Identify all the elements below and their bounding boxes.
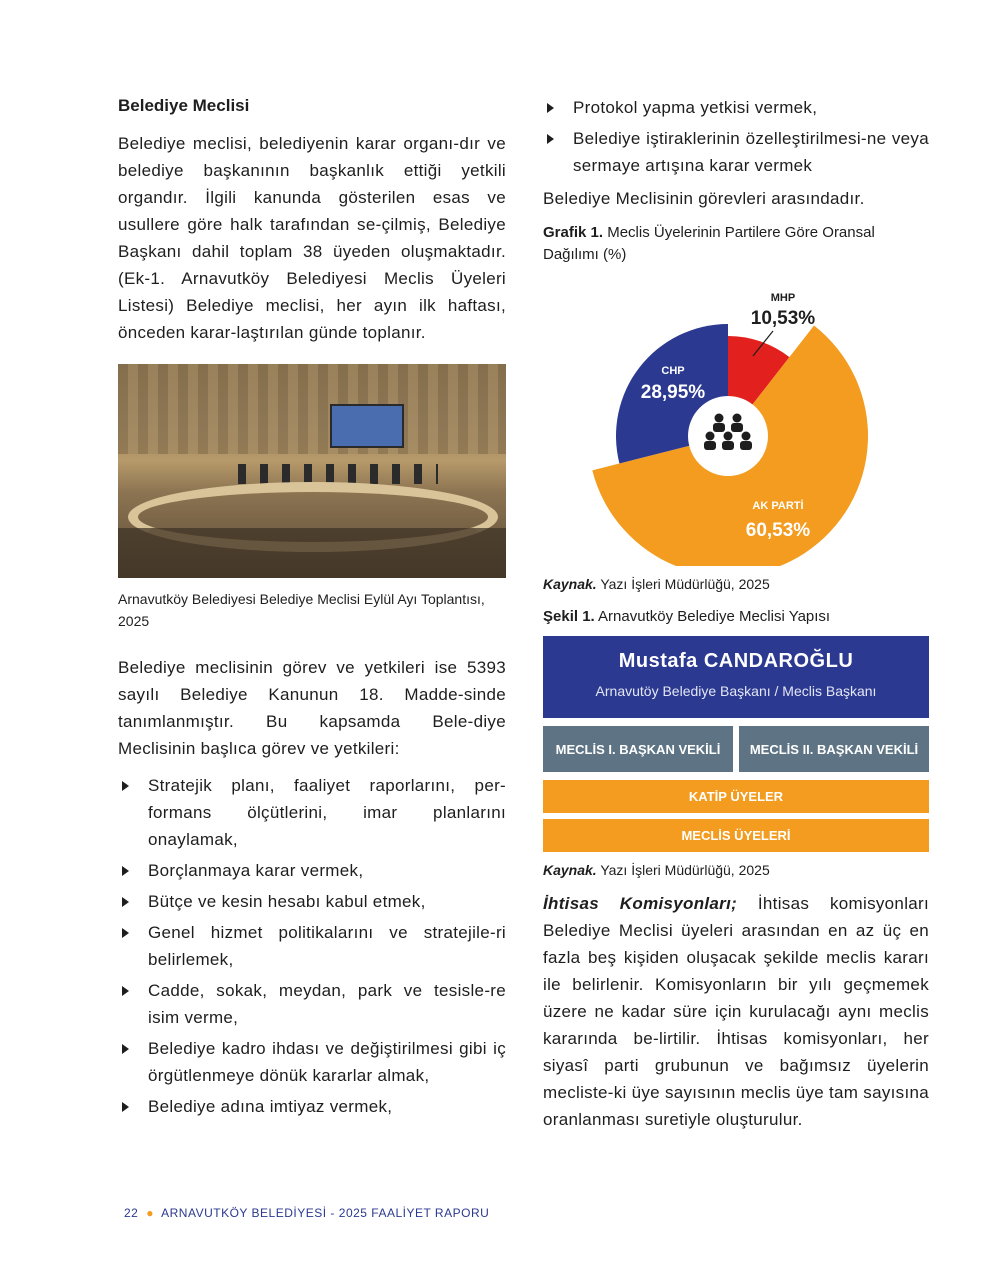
page-number: 22 bbox=[124, 1206, 139, 1220]
bullet-arrow-icon bbox=[122, 866, 129, 876]
org-chart-title: Şekil 1. Arnavutköy Belediye Meclisi Yapısı bbox=[543, 608, 831, 625]
list-item: Belediye adına imtiyaz vermek, bbox=[118, 1093, 506, 1120]
left-column bbox=[118, 92, 506, 1124]
council-structure-chart bbox=[543, 636, 929, 852]
list-item: Cadde, sokak, meydan, park ve tesisle-re isim verme, bbox=[118, 977, 506, 1031]
mayor-role: Arnavutöy Belediye Başkanı / Meclis Başkanı bbox=[595, 683, 877, 699]
commissions-paragraph: İhtisas Komisyonları; İhtisas komisyonları Belediye Meclisi üyeleri arasından en az üç en fazla beş kişiden oluşacak şekilde meclis kararı ile belirlenir. Komisyonların bir yılı geçmemek üzere ne kadar süre için kurulacağı aynı meclis kararında be-lirtilir. İhtisas komisyonları, her siyasî parti grubunun ve bağımsız üyelerin mecliste-ki üye sayısının meclis üye tam sayısına oranlanması suretiyle oluşturulur. bbox=[543, 894, 930, 1129]
ak-parti-value: 60,53% bbox=[745, 520, 811, 541]
closing-sentence: Belediye Meclisinin görevleri arasındadır. bbox=[543, 189, 865, 208]
chp-value: 28,95% bbox=[640, 382, 706, 403]
bullet-arrow-icon bbox=[122, 1044, 129, 1054]
mayor-name: Mustafa CANDAROĞLU bbox=[618, 650, 854, 672]
list-item: Belediye iştiraklerinin özelleştirilmesi-ne veya sermaye artışına karar vermek bbox=[543, 125, 929, 179]
chp-label: CHP bbox=[661, 365, 685, 377]
footer-org: ARNAVUTKÖY BELEDİYESİ bbox=[161, 1206, 327, 1220]
clerk-members-box: KATİP ÜYELER bbox=[543, 780, 929, 813]
vice-chairs-row bbox=[543, 726, 929, 772]
footer-dot-icon: ● bbox=[146, 1206, 154, 1220]
ak-parti-label: AK PARTİ bbox=[752, 500, 804, 512]
council-meeting-photo bbox=[118, 364, 506, 578]
section-heading: Belediye Meclisi bbox=[118, 96, 250, 115]
list-item: Borçlanmaya karar vermek, bbox=[118, 857, 506, 884]
photo-caption: Arnavutköy Belediyesi Belediye Meclisi Eylül Ayı Toplantısı, 2025 bbox=[118, 591, 485, 629]
mhp-value: 10,53% bbox=[750, 308, 816, 329]
mayor-box bbox=[543, 636, 929, 718]
right-column bbox=[543, 92, 929, 1133]
bullet-arrow-icon bbox=[547, 134, 554, 144]
page-footer bbox=[124, 1206, 489, 1220]
bullet-arrow-icon bbox=[547, 103, 554, 113]
mhp-label: MHP bbox=[770, 292, 796, 304]
duties-list bbox=[118, 772, 506, 1120]
list-item: Belediye kadro ihdası ve değiştirilmesi gibi iç örgütlenmeye dönük kararlar almak, bbox=[118, 1035, 506, 1089]
intro-paragraph: Belediye meclisi, belediyenin karar organı-dır ve belediye başkanının başkanlık ettiği yetkili organdır. İlgili kanunda gösterilen esas ve usullere göre halk tarafından se-çilmiş, Belediye Başkanı dahil toplam 38 üyeden oluşmaktadır. (Ek-1. Arnavutköy Belediyesi Meclis Üyeleri Listesi) Belediye meclisi, her ayın ilk haftası, önceden karar-laştırılan günde toplanır. bbox=[118, 134, 506, 342]
bullet-arrow-icon bbox=[122, 781, 129, 791]
org-chart-source: Kaynak. Yazı İşleri Müdürlüğü, 2025 bbox=[543, 862, 770, 878]
council-members-box: MECLİS ÜYELERİ bbox=[543, 819, 929, 852]
second-vice-chair-box: MECLİS II. BAŞKAN VEKİLİ bbox=[739, 726, 929, 772]
list-item: Stratejik planı, faaliyet raporlarını, per-formans ölçütlerini, imar planlarını onaylamak, bbox=[118, 772, 506, 853]
first-vice-chair-box: MECLİS I. BAŞKAN VEKİLİ bbox=[543, 726, 733, 772]
duties-intro-paragraph: Belediye meclisinin görev ve yetkileri ise 5393 sayılı Belediye Kanunun 18. Madde-sinde tanımlanmıştır. Bu kapsamda Bele-diye Meclisinin başlıca görev ve yetkileri: bbox=[118, 658, 506, 758]
duties-list-continued bbox=[543, 94, 929, 179]
bullet-arrow-icon bbox=[122, 928, 129, 938]
footer-report: 2025 FAALİYET RAPORU bbox=[338, 1206, 490, 1220]
bullet-arrow-icon bbox=[122, 1102, 129, 1112]
footer-separator: - bbox=[330, 1206, 335, 1220]
party-distribution-chart bbox=[543, 266, 929, 566]
chart-title: Grafik 1. Meclis Üyelerinin Partilere Göre Oransal Dağılımı (%) bbox=[543, 224, 875, 263]
pie-chart-svg bbox=[543, 266, 929, 566]
list-item: Bütçe ve kesin hesabı kabul etmek, bbox=[118, 888, 506, 915]
bullet-arrow-icon bbox=[122, 986, 129, 996]
list-item: Protokol yapma yetkisi vermek, bbox=[543, 94, 929, 121]
chart-source: Kaynak. Yazı İşleri Müdürlüğü, 2025 bbox=[543, 576, 770, 592]
bullet-arrow-icon bbox=[122, 897, 129, 907]
list-item: Genel hizmet politikalarını ve stratejile-ri belirlemek, bbox=[118, 919, 506, 973]
